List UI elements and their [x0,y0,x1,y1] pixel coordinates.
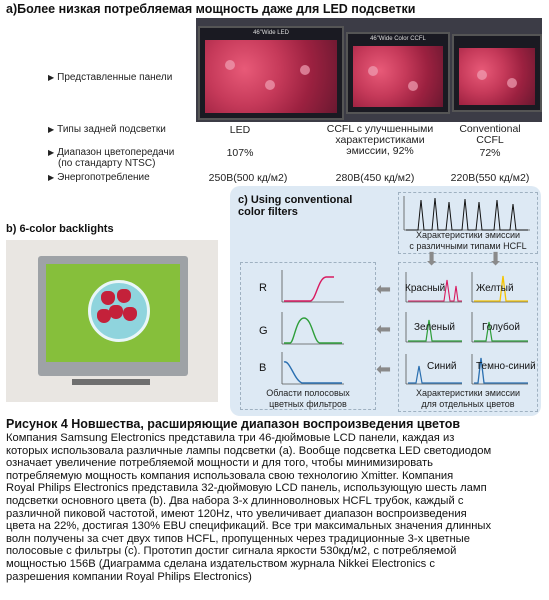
row-power: ▶ Энергопотребление [48,172,150,183]
spectrum-yellow-label: Желтый [476,283,514,294]
arrow-down-icon: ⬇ [424,249,440,269]
panel-ccfl-conventional [452,34,542,112]
tv-photo [6,240,218,402]
filter-r-plot [280,268,346,304]
col-ccfl-enh-power: 280В(450 кд/м2) [335,172,415,184]
body-line: различной пиковой частотой, имеют 120Hz, что увеличивает диапазон воспроизведения [6,507,467,520]
row-gamut-sub: (по стандарту NTSC) [58,158,156,169]
filters-caption: Области полосовых цветных фильтров [266,388,350,409]
heading-b: b) 6-color backlights [6,223,114,235]
spectrum-cyan-label: Голубой [482,322,520,333]
body-line: полосовые с фильтры (c). Прототип достиг сигнала яркости 530кд/м2, с потребляемой [6,545,457,558]
tv-stand [72,379,150,385]
strawberry-bowl [88,280,150,342]
tv-screen [46,264,180,362]
col-ccfl-conv-power: 220В(550 кд/м2) [450,172,530,184]
heading-a: a)Более низкая потребляемая мощность даже для LED подсветки [6,2,416,16]
col-ccfl-conv-type: Conventional CCFL [459,123,521,146]
body-line: потребляемую мощность компания использовала свою технологию Xmitter. Компания [6,469,454,482]
hcfl-spectrum-plot [402,196,532,232]
spectrum-red-label: Красный [405,283,446,294]
panel-label: 46"Wide Color CCFL [370,36,426,42]
body-line: которых использовала различные лампы подсветки (a). Вообще подсветка LED светодиодом [6,444,492,457]
row-gamut: ▶ Диапазон цветопередачи [48,147,175,158]
arrow-left-icon: ⬅ [376,359,392,379]
filter-r-label: R [259,282,267,294]
col-ccfl-conv-gamut: 72% [479,147,501,159]
body-line: подсветки основного цвета (b). Два набора 3-х длинноволновых HCFL трубок, каждый с [6,494,464,507]
emission-hcfl-caption: Характеристики эмиссии с различными типами HCFL [409,230,527,251]
arrow-left-icon: ⬅ [376,319,392,339]
body-line: означает увеличение потребляемой мощности и для того, чтобы минимизировать [6,457,433,470]
spectra-caption: Характеристики эмиссии для отдельных цветов [415,388,521,409]
panel-ccfl-enhanced [346,32,450,114]
filter-b-label: B [259,362,267,374]
arrow-down-icon: ⬇ [488,249,504,269]
body-line: мощностью 156В (Диаграмма сделана издательством журнала Nikkei Electronics с [6,557,435,570]
panel-led [198,26,344,120]
panel-c-title: c) Using conventional color filters [238,194,353,218]
filter-b-plot [280,350,346,386]
col-ccfl-enh-type: CCFL с улучшенными характеристиками эмиссии, 92% [326,123,434,157]
body-line: разрешения компании Royal Philips Electronics) [6,570,252,583]
body-line: Royal Philips Electronics представила 32-дюймовую LCD панель, использующую шесть ламп [6,482,487,495]
body-text [6,432,542,583]
spectrum-darkblue-label: Темно-синий [476,361,536,372]
arrow-left-icon: ⬅ [376,279,392,299]
col-led-gamut: 107% [226,147,254,159]
body-line: цвета на 22%, достигая 130% EBU спецификаций. Все три максимальных значения длинных [6,520,492,533]
filter-g-label: G [259,325,268,337]
row-panels: ▶ Представленные панели [48,72,173,83]
body-line: Компания Samsung Electronics представила три 46-дюймовые LCD панели, каждая из [6,432,455,444]
panel-label: 46"Wide LED [253,30,289,36]
panels-photo [196,18,542,122]
spectrum-green-label: Зеленый [414,322,455,333]
figure-title: Рисунок 4 Новшества, расширяющие диапазон воспроизведения цветов [6,417,461,431]
body-line: волн получены за счет двух типов HCFL, пропущенных через традиционные 3-х цветные [6,532,470,545]
row-backlight: ▶ Типы задней подсветки [48,124,166,135]
col-led-power: 250В(500 кд/м2) [208,172,288,184]
spectrum-blue-label: Синий [427,361,457,372]
filter-g-plot [280,310,346,346]
tv-frame [38,256,188,376]
col-led-type: LED [229,124,251,136]
